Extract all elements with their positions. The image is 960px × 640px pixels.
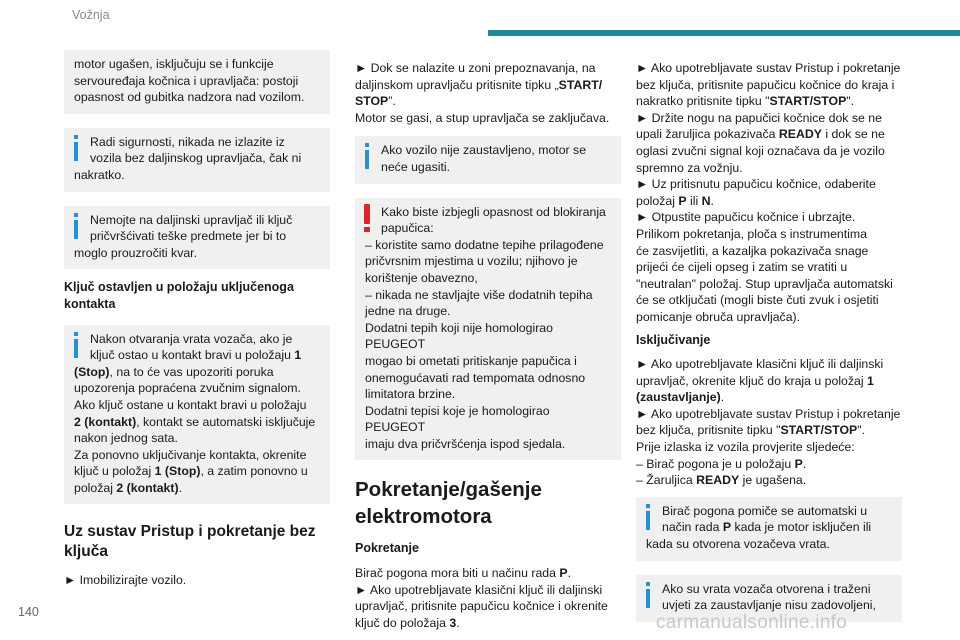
instruction-paragraph: Birač pogona mora biti u načinu rada P. ► Ako upotrebljavate klasični ključ ili daljinski upravljač, pritisnite papučicu kočnice i okrenite ključ do položaja 3.: [355, 566, 608, 630]
info-box: [64, 128, 330, 192]
text-line: Nemojte na daljinski upravljač ili ključ: [90, 212, 293, 227]
section-heading: Uz sustav Pristup i pokretanje bez ključa: [64, 523, 316, 561]
instruction-paragraph: ► Ako upotrebljavate sustav Pristup i pokretanje bez ključa, pritisnite papučicu kočnice do kraja i nakratko pritisnite tipku "START/STOP". ► Držite nogu na papučici kočnice dok se ne upali žaruljica pokazivača READY i dok se ne oglasi zvučni signal koji označava da je vozilo spremno za vožnju. ► Uz pritisnutu papučicu kočnice, odaberite položaj P ili N. ► Otpustite papučicu kočnice i ubrzajte. Prilikom pokretanja, ploča s instrumentima će zasvijetliti, a kazaljka pokazivača snage prijeći će cijeli opseg i zatim se vratiti u "neutralan" položaj. Stup upravljača automatski će se otključati (mogli biste čuti zvuk i osjetiti pomicanje obruča upravljača).: [636, 61, 901, 324]
info-box: [64, 206, 330, 270]
chapter-title: Vožnja: [72, 8, 110, 22]
text-line: servouređaja kočnica i upravljača: postoji: [74, 73, 299, 88]
text-line: pričvršćivati teške predmete jer bi to: [90, 229, 287, 244]
info-icon: [646, 582, 650, 608]
subsection-heading: Isključivanje: [636, 332, 711, 347]
text-line: vozila bez daljinskog upravljača, čak ni: [90, 151, 302, 166]
column-2: [355, 50, 621, 631]
bullet-step: ► Imobilizirajte vozilo.: [64, 573, 187, 588]
info-box: Nakon otvaranja vrata vozača, ako je ključ ostao u kontakt bravi u položaju 1 (Stop), na to će vas upozoriti poruka upozorenja popraćena zvučnim signalom. Ako ključ ostane u kontakt bravi u položaju 2 (kontakt), kontakt se automatski isključuje nakon jednog sata. Za ponovno uključivanje kontakta, okrenite ključ u položaj 1 (Stop), a zatim ponovno u položaj 2 (kontakt).: [64, 325, 330, 505]
info-icon: [646, 504, 650, 530]
info-box: Ako vozilo nije zaustavljeno, motor se neće ugasiti.: [355, 136, 621, 183]
text-line: opasnost od gubitka nadzora nad vozilom.: [74, 90, 305, 105]
continued-note-box: [64, 50, 330, 114]
section-heading: Ključ ostavljen u položaju uključenoga kontakta: [64, 280, 294, 311]
text-line: Radi sigurnosti, nikada ne izlazite iz: [90, 134, 285, 149]
info-icon: [74, 135, 78, 161]
column-1: [64, 50, 330, 589]
section-heading: Pokretanje/gašenje elektromotora: [355, 478, 542, 529]
subsection-heading: Pokretanje: [355, 541, 419, 556]
info-icon: [365, 143, 369, 169]
page-number: 140: [18, 605, 39, 619]
text-line: nakratko.: [74, 167, 125, 182]
header-accent-bar: [488, 30, 960, 36]
info-box: Ako su vrata vozača otvorena i traženi uvjeti za zaustavljanje nisu zadovoljeni,: [636, 575, 902, 622]
text-line: moglo prouzročiti kvar.: [74, 245, 198, 260]
warning-box: Kako biste izbjegli opasnost od blokiranja papučica: – koristite samo dodatne tepihe prilagođene pričvrsnim mjestima u vozilu; njihovo je korištenje obavezno, – nikada ne stavljajte više dodatnih tepiha jedne na druge. Dodatni tepih koji nije homologirao PEUGEOT mogao bi ometati pritiskanje papučica i onemogućavati rad tempomata odnosno limitatora brzine. Dodatni tepisi koje je homologirao PEUGEOT imaju dva pričvršćenja ispod sjedala.: [355, 198, 621, 461]
column-3: [636, 50, 902, 632]
instruction-paragraph: ► Ako upotrebljavate klasični ključ ili daljinski upravljač, okrenite ključ do kraja u položaj 1 (zaustavljanje). ► Ako upotrebljavate sustav Pristup i pokretanje bez ključa, pritisnite tipku "START/STOP". Prije izlaska iz vozila provjerite sljedeće: – Birač pogona je u položaju P. – Žaruljica READY je ugašena.: [636, 357, 901, 488]
info-icon: [74, 332, 78, 358]
watermark: carmanualsonline.info: [656, 612, 848, 633]
info-box: Birač pogona pomiče se automatski u način rada P kada je motor isključen ili kada su otvorena vozačeva vrata.: [636, 497, 902, 561]
text-line: motor ugašen, isključuju se i funkcije: [74, 57, 274, 71]
instruction-paragraph: ► Dok se nalazite u zoni prepoznavanja, na daljinskom upravljaču pritisnite tipku „START/ STOP”. Motor se gasi, a stup upravljača se zaključava.: [355, 61, 610, 125]
info-icon: [74, 213, 78, 239]
warning-icon: [364, 204, 370, 232]
